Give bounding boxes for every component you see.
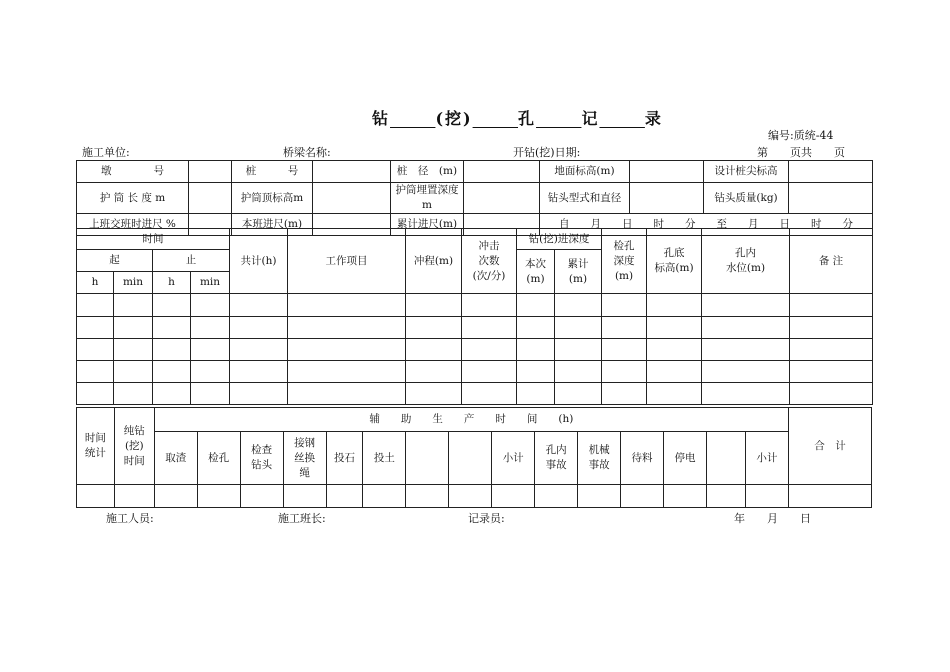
water-line: 水位(m) bbox=[725, 262, 766, 274]
bit-line: 钻头 bbox=[251, 459, 273, 471]
stats-label-line: 统计 bbox=[84, 447, 106, 459]
drill-depth-header: 钻(挖)进深度 bbox=[517, 229, 602, 250]
start-h-header: h bbox=[77, 272, 114, 294]
table-row bbox=[77, 485, 872, 508]
ground-elev-value[interactable] bbox=[630, 161, 704, 183]
design-tip-value[interactable] bbox=[789, 161, 873, 183]
title-char: (挖) bbox=[435, 109, 473, 128]
drilling-log-table bbox=[76, 228, 873, 405]
page-title bbox=[372, 106, 663, 129]
stop-min-header: min bbox=[191, 272, 230, 294]
aux-time-header: 辅 助 生 产 时 间 (h) bbox=[154, 408, 788, 432]
title-char: 录 bbox=[644, 109, 663, 128]
pile-dia-value[interactable] bbox=[464, 161, 540, 183]
pure-line: 纯钻 bbox=[123, 424, 145, 437]
cum-line: (m) bbox=[568, 272, 588, 285]
title-char: 孔 bbox=[518, 109, 537, 128]
this-line: (m) bbox=[526, 272, 545, 285]
stone-header: 投石 bbox=[326, 432, 363, 485]
wait-material-header: 待料 bbox=[621, 432, 664, 485]
construction-unit-label: 施工单位: bbox=[82, 146, 130, 159]
table-row bbox=[77, 317, 873, 339]
casing-top-label: 护筒顶标高m bbox=[232, 183, 313, 214]
bridge-name-label: 桥梁名称: bbox=[283, 146, 331, 159]
table-row bbox=[77, 361, 873, 383]
rope-line: 绳 bbox=[299, 466, 310, 479]
page-info: 第 页共 页 bbox=[757, 146, 845, 159]
this-shift-label: 本班进尺(m) bbox=[232, 214, 313, 236]
casing-length-value[interactable] bbox=[189, 183, 232, 214]
time-stats-table bbox=[76, 407, 872, 508]
time-header: 时间 bbox=[77, 229, 230, 250]
impact-line: 冲击 bbox=[478, 239, 500, 252]
hole-accident-header bbox=[535, 432, 578, 485]
grand-total-header: 合 计 bbox=[788, 408, 871, 485]
crew-label: 施工人员: bbox=[106, 512, 154, 525]
mech-line: 事故 bbox=[588, 459, 610, 471]
clay-header: 投土 bbox=[363, 432, 406, 485]
cumulative-label: 累计进尺(m) bbox=[391, 214, 464, 236]
acc-line: 孔内 bbox=[545, 444, 567, 456]
check-line: 检孔 bbox=[613, 239, 635, 252]
pile-no-label: 桩 号 bbox=[232, 161, 313, 183]
foreman-label: 施工班长: bbox=[278, 512, 326, 525]
table-row bbox=[77, 294, 873, 317]
bit-type-value[interactable] bbox=[630, 183, 704, 214]
sign-date: 年 月 日 bbox=[734, 512, 811, 525]
blank-header bbox=[406, 432, 449, 485]
check-line: 深度 bbox=[613, 254, 635, 267]
water-line: 孔内 bbox=[735, 247, 757, 259]
stats-label-line: 时间 bbox=[84, 432, 106, 444]
title-char: 钻 bbox=[372, 109, 391, 128]
pure-drill-time-header bbox=[114, 408, 154, 485]
subtotal-header: 小计 bbox=[492, 432, 535, 485]
subtotal-header: 小计 bbox=[745, 432, 788, 485]
bottom-line: 孔底 bbox=[663, 247, 685, 259]
power-outage-header: 停电 bbox=[664, 432, 707, 485]
cum-line: 累计 bbox=[567, 257, 589, 270]
bottom-line: 标高(m) bbox=[654, 262, 694, 274]
casing-top-value[interactable] bbox=[313, 183, 391, 214]
check-depth-header bbox=[602, 229, 647, 294]
check-line: (m) bbox=[614, 269, 634, 282]
start-header: 起 bbox=[77, 250, 153, 272]
ground-elev-label: 地面标高(m) bbox=[540, 161, 630, 183]
stroke-header: 冲程(m) bbox=[406, 229, 462, 294]
blank-header bbox=[449, 432, 492, 485]
casing-length-label: 护 筒 长 度 m bbox=[77, 183, 189, 214]
mech-accident-header bbox=[578, 432, 621, 485]
slag-removal-header: 取渣 bbox=[154, 432, 197, 485]
title-char: 记 bbox=[581, 109, 600, 128]
pile-dia-label: 桩 径 (m) bbox=[391, 161, 464, 183]
time-stats-label bbox=[77, 408, 115, 485]
bit-mass-value[interactable] bbox=[789, 183, 873, 214]
blank-header bbox=[706, 432, 745, 485]
stop-h-header: h bbox=[153, 272, 191, 294]
pier-value[interactable] bbox=[189, 161, 232, 183]
design-tip-label: 设计桩尖标高 bbox=[704, 161, 789, 183]
stop-header: 止 bbox=[153, 250, 230, 272]
pure-line: (挖) bbox=[124, 439, 144, 452]
total-hours-header: 共计(h) bbox=[230, 229, 288, 294]
acc-line: 事故 bbox=[545, 459, 567, 471]
rope-change-header bbox=[283, 432, 326, 485]
bit-mass-label: 钻头质量(kg) bbox=[704, 183, 789, 214]
this-line: 本次 bbox=[525, 257, 546, 270]
pure-line: 时间 bbox=[123, 454, 145, 467]
recorder-label: 记录员: bbox=[468, 512, 505, 525]
impact-line: 次数 bbox=[478, 254, 500, 267]
start-date-label: 开钻(挖)日期: bbox=[513, 146, 581, 159]
bit-check-header bbox=[240, 432, 283, 485]
casing-depth-label: 护筒埋置深度m bbox=[391, 183, 464, 214]
pier-label: 墩 号 bbox=[77, 161, 189, 183]
form-code: 编号:质统-44 bbox=[768, 129, 834, 142]
impact-line: (次/分) bbox=[472, 269, 506, 282]
rope-line: 丝换 bbox=[294, 451, 316, 464]
bit-line: 检查 bbox=[251, 444, 273, 456]
period-field[interactable]: 自 月 日 时 分 至 月 日 时 分 bbox=[540, 214, 873, 236]
bottom-elev-header bbox=[647, 229, 702, 294]
water-level-header bbox=[702, 229, 790, 294]
mech-line: 机械 bbox=[588, 444, 610, 456]
this-depth-header bbox=[517, 250, 555, 294]
rope-line: 接钢 bbox=[294, 436, 316, 449]
remark-header: 备 注 bbox=[790, 229, 873, 294]
casing-depth-value[interactable] bbox=[464, 183, 540, 214]
table-row bbox=[77, 339, 873, 361]
impact-count-header bbox=[462, 229, 517, 294]
hole-check-header: 检孔 bbox=[197, 432, 240, 485]
cum-depth-header bbox=[555, 250, 602, 294]
start-min-header: min bbox=[114, 272, 153, 294]
prev-shift-label: 上班交班时进尺 % bbox=[77, 214, 189, 236]
info-table bbox=[76, 160, 873, 236]
bit-type-label: 钻头型式和直径 bbox=[540, 183, 630, 214]
table-row bbox=[77, 383, 873, 405]
work-item-header: 工作项目 bbox=[288, 229, 406, 294]
pile-no-value[interactable] bbox=[313, 161, 391, 183]
